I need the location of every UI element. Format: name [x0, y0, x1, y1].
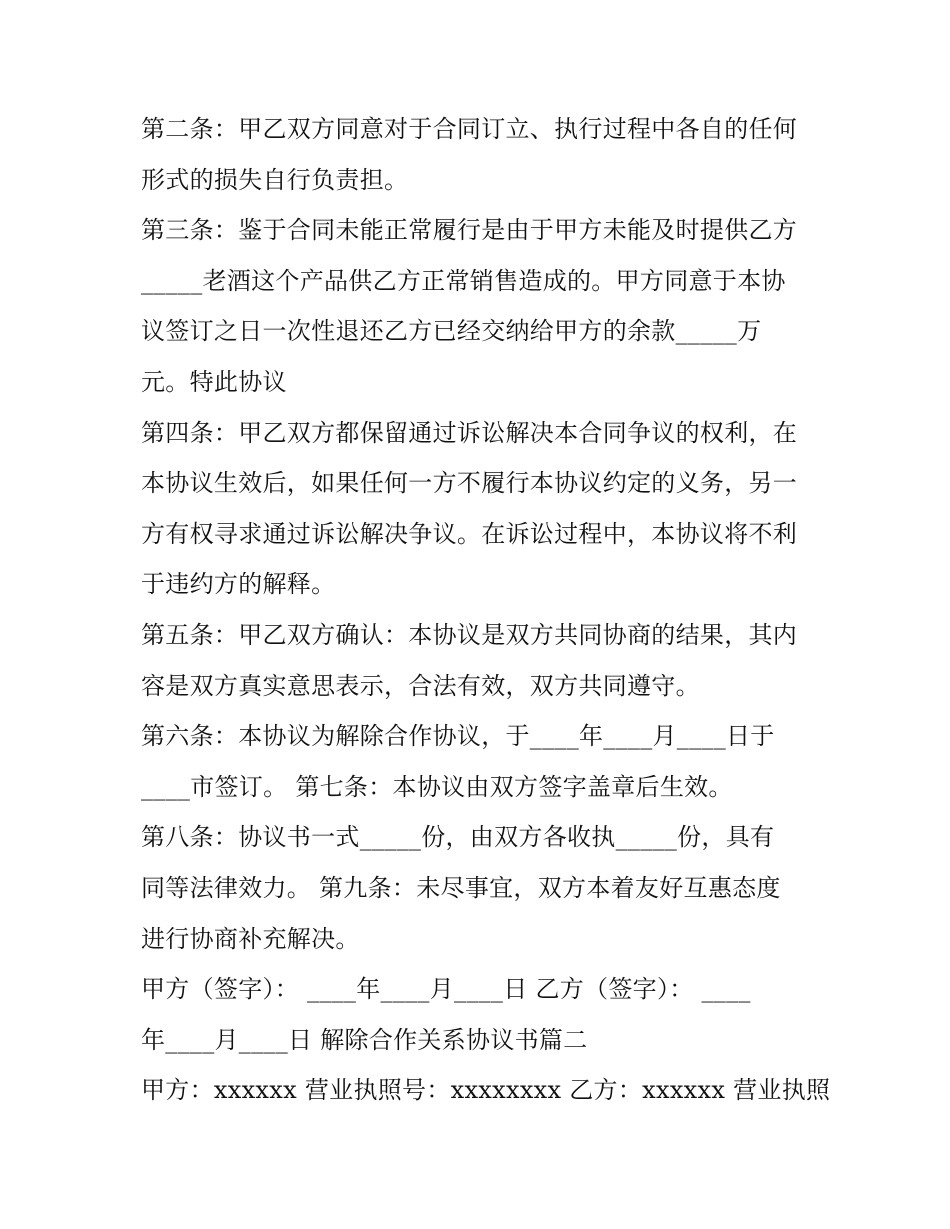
text-line: _____老酒这个产品供乙方正常销售造成的。甲方同意于本协 [141, 266, 786, 295]
text-line-article-6: 第六条：本协议为解除合作协议，于____年____月____日于 [141, 722, 775, 751]
text-line: 进行协商补充解决。 [141, 924, 360, 953]
text-line-article-8: 第八条：协议书一式_____份，由双方各收执_____份，具有 [141, 823, 775, 852]
text-line: 本协议生效后，如果任何一方不履行本协议约定的义务，另一 [141, 469, 798, 498]
text-line: 形式的损失自行负责担。 [141, 165, 409, 194]
text-line: 于违约方的解释。 [141, 570, 336, 599]
signature-line: 年____月____日 解除合作关系协议书篇二 [141, 1025, 588, 1054]
text-line: 方有权寻求通过诉讼解决争议。在诉讼过程中，本协议将不利 [141, 519, 798, 548]
text-line-article-4: 第四条：甲乙双方都保留通过诉讼解决本合同争议的权利，在 [141, 418, 798, 447]
party-info-line: 甲方：xxxxxx 营业执照号：xxxxxxxx 乙方：xxxxxx 营业执照 [141, 1076, 831, 1105]
text-line-article-5: 第五条：甲乙双方确认：本协议是双方共同协商的结果，其内 [141, 620, 798, 649]
agreement-text [141, 104, 831, 1116]
text-line-article-3: 第三条：鉴于合同未能正常履行是由于甲方未能及时提供乙方 [141, 216, 798, 245]
text-line: ____市签订。 第七条：本协议由双方签字盖章后生效。 [141, 772, 733, 801]
text-line: 容是双方真实意思表示，合法有效，双方共同遵守。 [141, 671, 700, 700]
text-line: 元。特此协议 [141, 367, 287, 396]
text-line: 议签订之日一次性退还乙方已经交纳给甲方的余款_____万 [141, 317, 762, 346]
signature-line: 甲方（签字）： ____年____月____日 乙方（签字）： ____ [141, 975, 751, 1004]
text-line-article-2: 第二条：甲乙双方同意对于合同订立、执行过程中各自的任何 [141, 115, 798, 143]
text-line: 同等法律效力。 第九条：未尽事宜，双方本着友好互惠态度 [141, 873, 781, 902]
